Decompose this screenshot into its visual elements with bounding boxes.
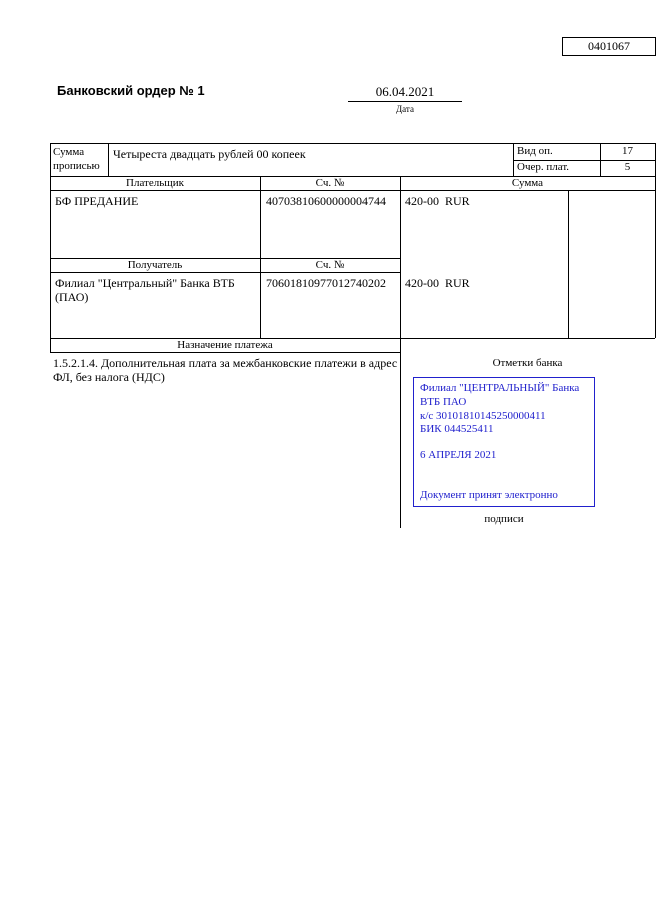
bank-stamp-note: Документ принят электронно <box>420 488 558 501</box>
form-code-box: 0401067 <box>562 37 656 56</box>
amount-words-label: Сумма прописью <box>53 146 100 172</box>
bank-stamp-line: ВТБ ПАО <box>420 395 467 408</box>
sum-column-header: Сумма <box>511 177 544 189</box>
date-underline <box>348 101 462 102</box>
amount-words-value: Четыреста двадцать рублей 00 копеек <box>113 147 306 161</box>
op-type-value: 17 <box>622 145 633 157</box>
bank-stamp-date: 6 АПРЕЛЯ 2021 <box>420 449 497 461</box>
recipient-column-header: Получатель <box>127 259 183 271</box>
grid-line-header-bottom <box>50 190 655 191</box>
date-value: 06.04.2021 <box>375 84 435 99</box>
grid-line-amountlabel-right <box>108 143 109 176</box>
payment-priority-value: 5 <box>624 161 631 173</box>
bank-stamp-line: Филиал "ЦЕНТРАЛЬНЫЙ" Банка <box>420 382 580 394</box>
purpose-header: Назначение платежа <box>177 339 273 351</box>
grid-line-sum-left <box>400 176 401 528</box>
grid-line-sum-inner <box>568 190 569 338</box>
payer-amount: 420-00 RUR <box>405 194 470 208</box>
payer-account-column-header: Сч. № <box>315 177 345 189</box>
bank-marks-header: Отметки банка <box>492 357 563 369</box>
payer-column-header: Плательщик <box>126 177 184 189</box>
op-type-label: Вид оп. <box>517 145 553 157</box>
grid-line-top <box>50 143 655 144</box>
payment-priority-label: Очер. плат. <box>517 161 570 173</box>
bank-stamp <box>413 377 595 507</box>
bank-stamp-line: к/с 30101810145250000411 <box>420 409 546 422</box>
recipient-account-column-header: Сч. № <box>315 259 345 271</box>
recipient-amount: 420-00 RUR <box>405 276 470 290</box>
purpose-text: 1.5.2.1.4. Дополнительная плата за межбанковские платежи в адрес ФЛ, без налога (НДС) <box>53 356 398 385</box>
payer-account: 40703810600000004744 <box>266 194 386 208</box>
grid-line-left-border <box>50 143 51 352</box>
grid-line-recipient-header-bottom <box>50 272 400 273</box>
bank-stamp-line: БИК 044525411 <box>420 423 494 436</box>
signatures-label: подписи <box>484 513 524 525</box>
date-label: Дата <box>396 104 414 114</box>
recipient-name: Филиал "Центральный" Банка ВТБ (ПАО) <box>55 276 235 305</box>
grid-line-purpose-header-bottom <box>50 352 400 353</box>
recipient-account: 70601810977012740202 <box>266 276 386 290</box>
grid-line-right-border <box>655 143 656 338</box>
payer-name: БФ ПРЕДАНИЕ <box>55 194 139 208</box>
grid-line-optype-left <box>513 143 514 176</box>
document-title: Банковский ордер № 1 <box>57 83 205 98</box>
grid-line-account-left <box>260 176 261 338</box>
